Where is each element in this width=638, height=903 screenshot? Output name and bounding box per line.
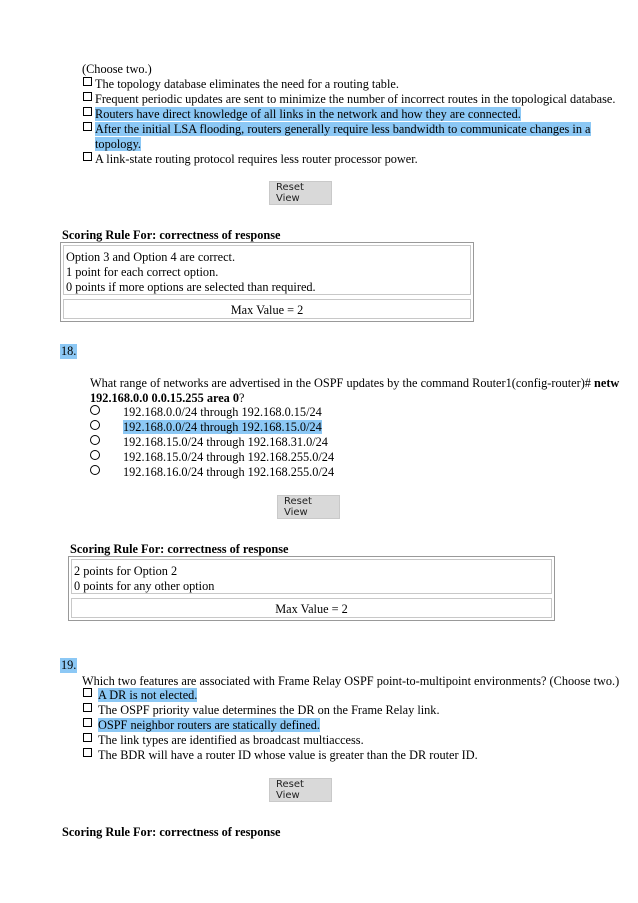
option-label: 192.168.15.0/24 through 192.168.31.0/24 [123, 435, 328, 449]
q18-prompt [90, 376, 619, 390]
scoring-line: 2 points for Option 2 [74, 564, 178, 578]
checkbox[interactable] [83, 152, 92, 161]
question-number: 19. [61, 658, 77, 672]
checkbox[interactable] [83, 733, 92, 742]
prompt-end: ? [239, 391, 245, 405]
option-label: 192.168.16.0/24 through 192.168.255.0/24 [123, 465, 335, 479]
checkbox[interactable] [83, 748, 92, 757]
checkbox[interactable] [83, 718, 92, 727]
reset-view-button[interactable]: Reset View [269, 778, 332, 802]
max-value: Max Value = 2 [275, 602, 348, 616]
scoring-rule-details [63, 245, 471, 295]
checkbox[interactable] [83, 77, 92, 86]
max-value-cell [71, 598, 552, 618]
scoring-rule-heading: Scoring Rule For: correctness of response [62, 825, 281, 839]
q17-prompt-tail: (Choose two.) [82, 62, 152, 76]
option-label: 192.168.15.0/24 through 192.168.255.0/24 [123, 450, 335, 464]
option-label: OSPF neighbor routers are statically defined. [98, 718, 320, 732]
scoring-line: Option 3 and Option 4 are correct. [66, 250, 236, 264]
scoring-rule-heading: Scoring Rule For: correctness of response [62, 228, 281, 242]
scoring-rule-heading: Scoring Rule For: correctness of response [70, 542, 289, 556]
checkbox[interactable] [83, 92, 92, 101]
option-label: The link types are identified as broadcast multiaccess. [98, 733, 364, 747]
option-label: The BDR will have a router ID whose value is greater than the DR router ID. [98, 748, 478, 762]
radio-button[interactable] [90, 465, 100, 475]
option-label: Frequent periodic updates are sent to minimize the number of incorrect routes in the topological database. [95, 92, 616, 106]
scoring-rule-box [60, 242, 474, 322]
checkbox[interactable] [83, 122, 92, 131]
radio-button[interactable] [90, 420, 100, 430]
reset-view-button[interactable]: Reset View [277, 495, 340, 519]
max-value-cell [63, 299, 471, 319]
radio-button[interactable] [90, 450, 100, 460]
scoring-rule-details [71, 559, 552, 594]
option-label: The topology database eliminates the need for a routing table. [95, 77, 399, 91]
q18-prompt-line-2 [90, 391, 245, 405]
prompt-command: netw [594, 376, 620, 390]
reset-view-button[interactable]: Reset View [269, 181, 332, 205]
scoring-line: 1 point for each correct option. [66, 265, 219, 279]
scoring-line: 0 points if more options are selected than required. [66, 280, 316, 294]
q19-prompt: Which two features are associated with Frame Relay OSPF point-to-multipoint environments? (Choose two.) [82, 674, 620, 688]
option-label: After the initial LSA flooding, routers generally require less bandwidth to communicate changes in a [95, 122, 591, 136]
scoring-rule-box [68, 556, 555, 621]
max-value: Max Value = 2 [230, 303, 304, 317]
option-label-continuation: topology. [95, 137, 141, 151]
option-label: A DR is not elected. [98, 688, 198, 702]
checkbox[interactable] [83, 688, 92, 697]
radio-button[interactable] [90, 405, 100, 415]
option-label: 192.168.0.0/24 through 192.168.15.0/24 [123, 420, 322, 434]
option-label: A link-state routing protocol requires less router processor power. [95, 152, 418, 166]
question-number: 18. [61, 344, 77, 358]
option-label: 192.168.0.0/24 through 192.168.0.15/24 [123, 405, 322, 419]
option-label: Routers have direct knowledge of all links in the network and how they are connected. [95, 107, 521, 121]
scoring-line: 0 points for any other option [74, 579, 215, 593]
checkbox[interactable] [83, 703, 92, 712]
prompt-text: What range of networks are advertised in the OSPF updates by the command Router1(config-router)# [90, 376, 595, 390]
checkbox[interactable] [83, 107, 92, 116]
prompt-command: 192.168.0.0 0.0.15.255 area 0 [90, 391, 240, 405]
radio-button[interactable] [90, 435, 100, 445]
option-label: The OSPF priority value determines the DR on the Frame Relay link. [98, 703, 440, 717]
